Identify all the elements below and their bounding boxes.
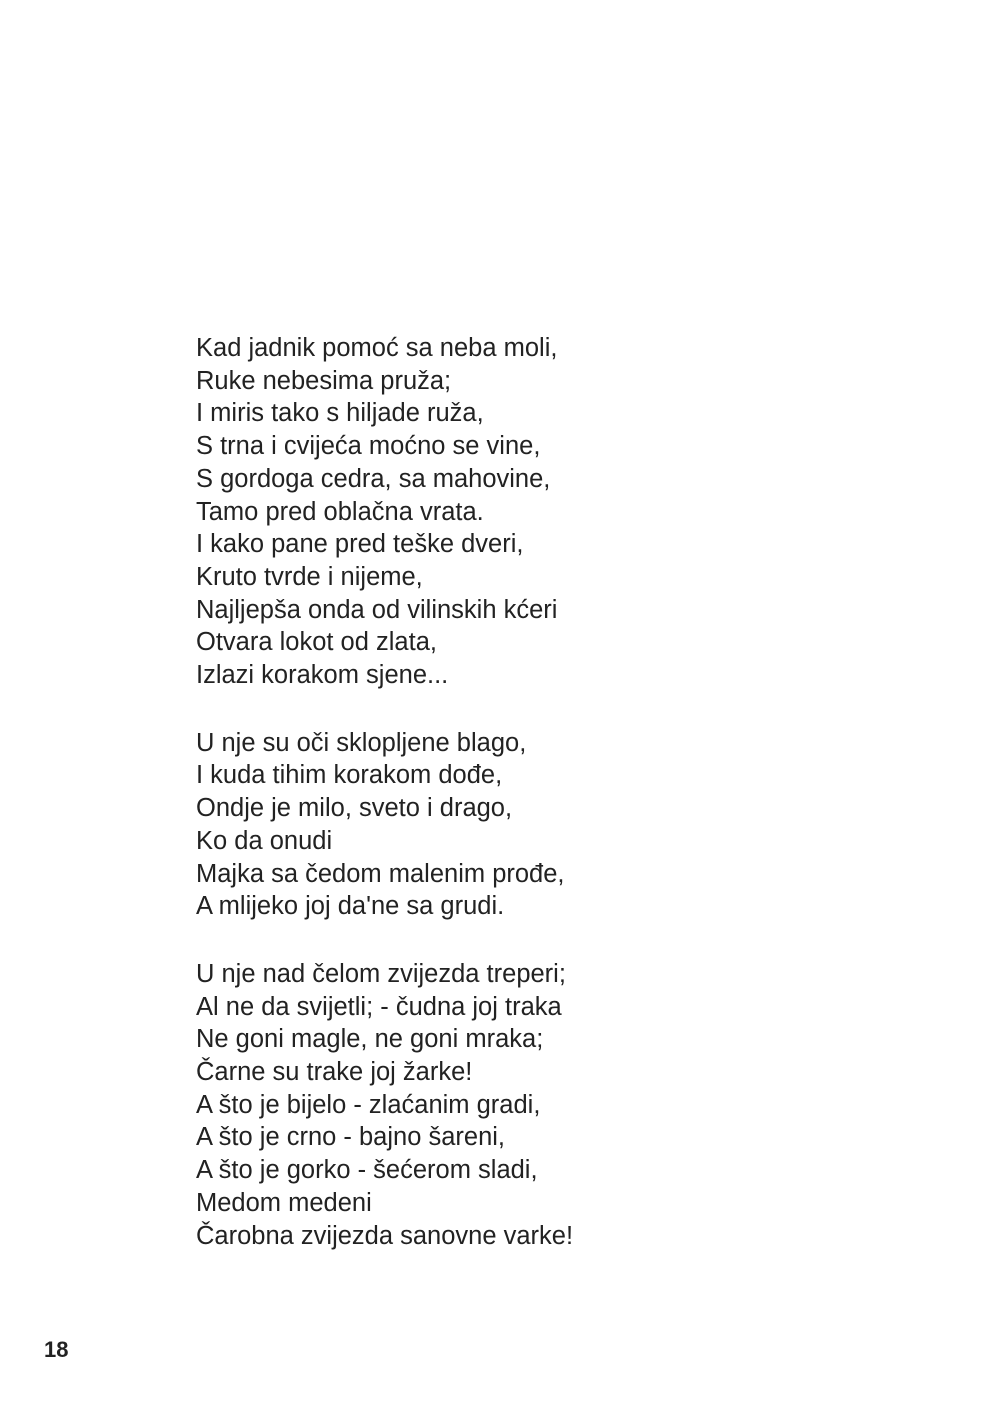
poem-line: Ruke nebesima pruža; bbox=[196, 366, 452, 395]
poem-line: Ondje je milo, sveto i drago, bbox=[196, 794, 513, 823]
poem-line: A mlijeko joj da'ne sa grudi. bbox=[196, 892, 505, 921]
poem-line: Tamo pred oblačna vrata. bbox=[196, 497, 484, 526]
poem-line: Čarobna zvijezda sanovne varke! bbox=[196, 1221, 574, 1250]
poem-line: I kuda tihim korakom dođe, bbox=[196, 761, 503, 790]
stanza-1 bbox=[196, 332, 896, 692]
poem-line: U nje nad čelom zvijezda treperi; bbox=[196, 959, 566, 988]
stanza-3 bbox=[196, 958, 896, 1252]
poem-line: Ko da onudi bbox=[196, 826, 333, 855]
poem-line: A što je bijelo - zlaćanim gradi, bbox=[196, 1090, 541, 1119]
poem-line: Ne goni magle, ne goni mraka; bbox=[196, 1025, 544, 1054]
poem-line: A što je gorko - šećerom sladi, bbox=[196, 1156, 538, 1185]
poem-line: Kad jadnik pomoć sa neba moli, bbox=[196, 334, 558, 362]
poem-line: Kruto tvrde i nijeme, bbox=[196, 562, 423, 591]
poem-line: Medom medeni bbox=[196, 1188, 372, 1217]
poem-line: U nje su oči sklopljene blago, bbox=[196, 728, 527, 757]
poem-line: S gordoga cedra, sa mahovine, bbox=[196, 464, 551, 493]
poem-line: Izlazi korakom sjene... bbox=[196, 661, 449, 690]
stanza-2 bbox=[196, 727, 896, 923]
poem-line: I miris tako s hiljade ruža, bbox=[196, 399, 484, 428]
poem-line: I kako pane pred teške dveri, bbox=[196, 530, 524, 559]
poem bbox=[196, 332, 896, 1252]
page-number: 18 bbox=[44, 1337, 69, 1362]
poem-line: Otvara lokot od zlata, bbox=[196, 628, 437, 657]
poem-line: Čarne su trake joj žarke! bbox=[196, 1058, 473, 1087]
poem-line: A što je crno - bajno šareni, bbox=[196, 1123, 506, 1152]
poem-line: Majka sa čedom malenim prođe, bbox=[196, 859, 565, 888]
poem-line: Al ne da svijetli; - čudna joj traka bbox=[196, 992, 562, 1021]
poem-line: S trna i cvijeća moćno se vine, bbox=[196, 432, 541, 461]
poem-line: Najljepša onda od vilinskih kćeri bbox=[196, 595, 558, 624]
